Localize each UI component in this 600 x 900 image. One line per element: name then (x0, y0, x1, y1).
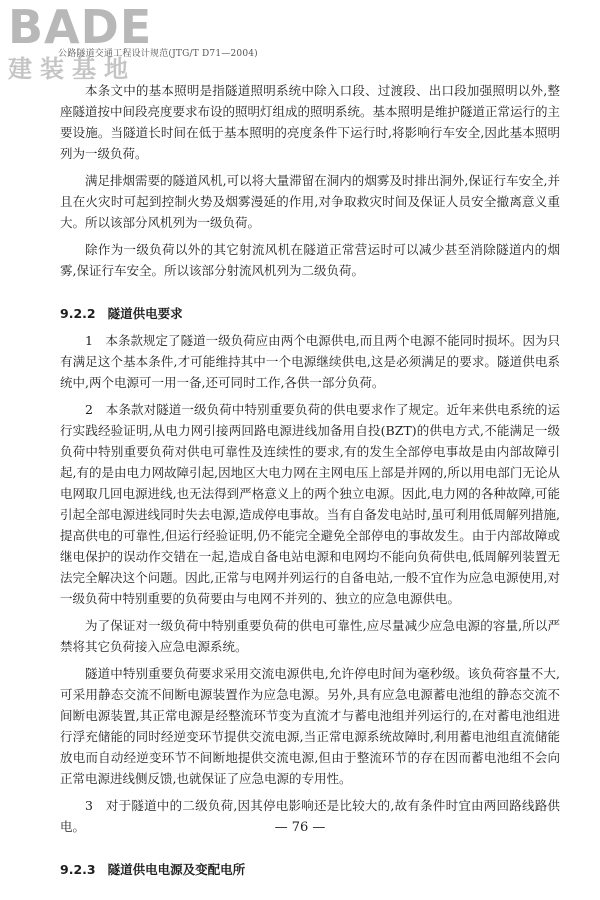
page-body (60, 80, 560, 880)
section-number: 9.2.3 (60, 862, 96, 877)
section-title: 隧道供电要求 (107, 306, 183, 321)
section-heading-9-2-2 (60, 303, 560, 324)
section-number: 9.2.2 (60, 306, 96, 321)
section-title: 隧道供电电源及变配电所 (107, 862, 246, 877)
paragraph-ups: 隧道中特别重要负荷要求采用交流电源供电,允许停电时间为毫秒级。该负荷容量不大,可采用静态交流不间断电源装置作为应急电源。另外,具有应急电源蓄电池组的静态交流不间断电源装置,其正常电源是经整流环节变为直流才与蓄电池组并列运行的,在对蓄电池组进行浮充储能的同时经逆变环节提供交流电源,当正常电源系统故障时,利用蓄电池组直流储能放电而自动经逆变环节不间断地提供交流电源,但由于整流环节的存在因而蓄电池组不会向正常电源进线侧反馈,也就保证了应急电源的专用性。 (60, 666, 560, 786)
paragraph-item-1: 1 本条款规定了隧道一级负荷应由两个电源供电,而且两个电源不能同时损坏。因为只有满足这个基本条件,才可能维持其中一个电源继续供电,这是必须满足的要求。隧道供电系统中,两个电源可一用一备,还可同时工作,各供一部分负荷。 (60, 333, 560, 390)
paragraph-basic-lighting: 本条文中的基本照明是指隧道照明系统中除入口段、过渡段、出口段加强照明以外,整座隧道按中间段亮度要求布设的照明灯组成的照明系统。基本照明是维护隧道正常运行的主要设施。当隧道长时间在低于基本照明的亮度条件下运行时,将影响行车安全,因此基本照明列为一级负荷。 (60, 83, 561, 161)
page-number: — 76 — (274, 820, 326, 835)
paragraph-jet-fans: 除作为一级负荷以外的其它射流风机在隧道正常营运时可以减少甚至消除隧道内的烟雾,保证行车安全。所以该部分射流风机列为二级负荷。 (60, 242, 560, 278)
paragraph-item-2: 2 本条款对隧道一级负荷中特别重要负荷的供电要求作了规定。近年来供电系统的运行实践经验证明,从电力网引接两回路电源进线加备用自投(BZT)的供电方式,不能满足一级负荷中特别重要负荷对供电可靠性及连续性的要求,有的发生全部停电事故是由内部故障引起,有的是由电力网故障引起,因地区大电力网在主网电压上部是并网的,所以用电部门无论从电网取几回电源进线,也无法得到严格意义上的两个独立电源。因此,电力网的各种故障,可能引起全部电源进线同时失去电源,造成停电事故。当有自备发电站时,虽可利用低周解列措施,提高供电的可靠性,但运行经验证明,仍不能完全避免全部停电的事故发生。由于内部故障或继电保护的误动作交错在一起,造成自备电站电源和电网均不能向负荷供电,低周解列装置无法完全解决这个问题。因此,正常与电网并列运行的自备电站,一般不宜作为应急电源使用,对一级负荷中特别重要的负荷要由与电网不并列的、独立的应急电源供电。 (60, 402, 560, 606)
running-head: 公路隧道交通工程设计规范(JTG/T D71—2004) (58, 49, 258, 59)
paragraph-item-3: 3 对于隧道中的二级负荷,因其停电影响还是比较大的,故有条件时宜由两回路线路供电。 (60, 798, 560, 834)
watermark-chinese: 建装基地 (8, 55, 136, 83)
section-heading-9-2-3 (60, 859, 560, 880)
paragraph-emergency-capacity: 为了保证对一级负荷中特别重要负荷的供电可靠性,应尽量减少应急电源的容量,所以严禁将其它负荷接入应急电源系统。 (60, 618, 560, 654)
watermark-logo: BADE (8, 0, 153, 54)
paragraph-smoke-fans: 满足排烟需要的隧道风机,可以将大量滞留在洞内的烟雾及时排出洞外,保证行车安全,并且在火灾时可起到控制火势及烟雾漫延的作用,对争取救灾时间及保证人员安全撤离意义重大。所以该部分风机列为一级负荷。 (60, 173, 560, 230)
